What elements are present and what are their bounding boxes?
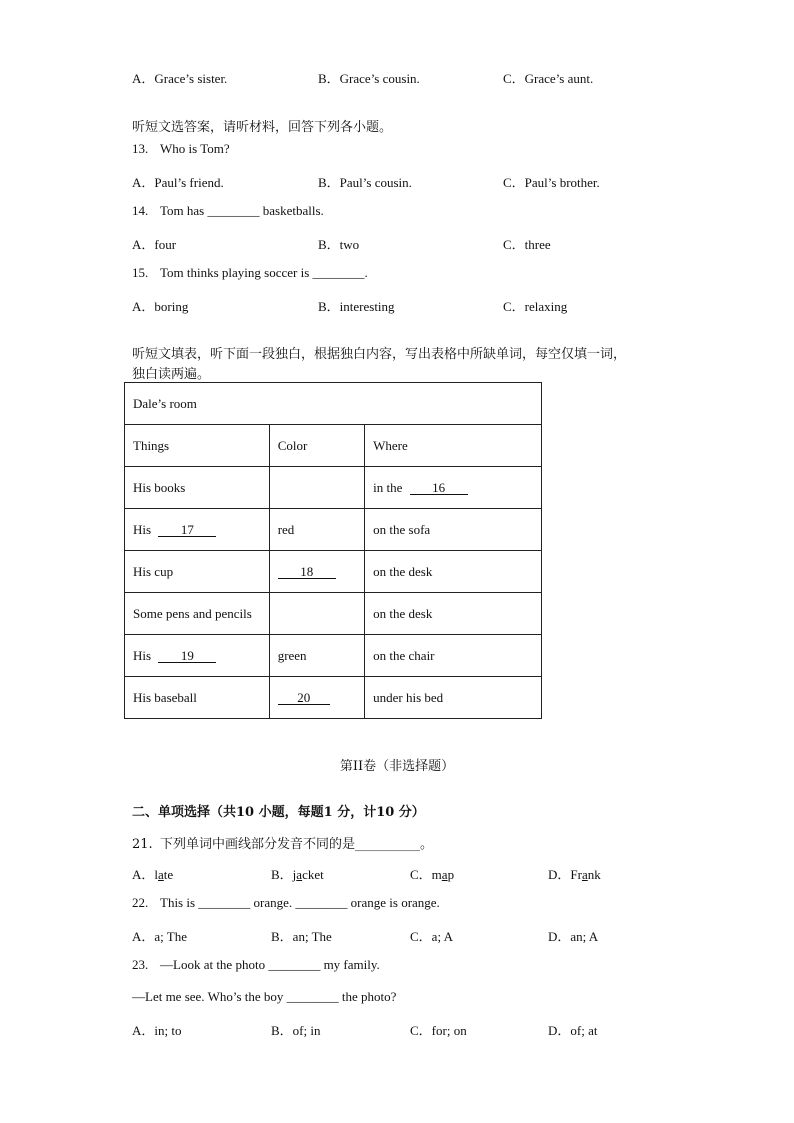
table-row <box>125 635 542 677</box>
question-21 <box>132 833 433 852</box>
q23-option-a: A．in; to <box>132 1023 182 1038</box>
q14-blank: ________ <box>207 203 260 218</box>
cell-color: red <box>269 509 364 551</box>
word-part: l <box>154 867 159 882</box>
cell-things: His baseball <box>125 677 270 719</box>
q15-option-a: A．boring <box>132 299 189 314</box>
cell-color <box>269 551 364 593</box>
cell-where <box>365 467 542 509</box>
q21-option-b <box>271 864 324 883</box>
q22-option-a: A．a; The <box>132 929 187 944</box>
question-22 <box>132 895 440 911</box>
table-row <box>125 677 542 719</box>
underlined-letter: a <box>158 867 164 882</box>
word-part: p <box>447 867 455 882</box>
q23-option-d: D．of; at <box>548 1023 598 1038</box>
listen-choose-instruction: 听短文选答案，请听材料，回答下列各小题。 <box>132 120 393 135</box>
q21-option-a <box>132 864 173 883</box>
table-row <box>125 593 542 635</box>
header-things: Things <box>125 425 270 467</box>
option-label: C． <box>410 867 432 882</box>
cell-color <box>269 467 364 509</box>
cell-where: under his bed <box>365 677 542 719</box>
q12-option-c: C．Grace’s aunt. <box>503 71 594 86</box>
section-two-heading: 二、单项选择（共10 小题，每题1 分，计10 分） <box>132 805 425 820</box>
cell-things <box>125 635 270 677</box>
q12-option-a: A．Grace’s sister. <box>132 71 228 86</box>
q14-text-before: Tom has <box>160 203 205 218</box>
q22-option-c: C．a; A <box>410 929 453 944</box>
word-part: j <box>292 867 297 882</box>
word-part: te <box>163 867 174 882</box>
cell-things: His cup <box>125 551 270 593</box>
q12-option-b: B．Grace’s cousin. <box>318 71 420 86</box>
q15-text-before: Tom thinks playing soccer is <box>160 265 310 280</box>
dales-room-table <box>124 382 542 719</box>
things-prefix: His <box>133 647 152 663</box>
q14-option-c: C．three <box>503 237 551 252</box>
volume-title: 第II卷（非选择题） <box>339 759 455 774</box>
q15-blank: ________ <box>312 265 365 280</box>
option-label: D． <box>548 867 571 882</box>
q22-option-b: B．an; The <box>271 929 332 944</box>
cell-where: on the sofa <box>365 509 542 551</box>
word-part: m <box>431 867 442 882</box>
q22-option-d: D．an; A <box>548 929 599 944</box>
table-row <box>125 509 542 551</box>
where-prefix: in the <box>373 479 403 495</box>
cell-where: on the chair <box>365 635 542 677</box>
table-header-row <box>125 425 542 467</box>
cell-things: His books <box>125 467 270 509</box>
q15-option-c: C．relaxing <box>503 299 568 314</box>
cell-color <box>269 677 364 719</box>
underlined-letter: a <box>581 867 588 882</box>
cell-color: green <box>269 635 364 677</box>
q23-line2: —Let me see. Who’s the boy ________ the photo? <box>132 989 397 1004</box>
cell-color <box>269 593 364 635</box>
blank-17[interactable]: 17 <box>158 523 216 537</box>
header-color: Color <box>269 425 364 467</box>
header-where: Where <box>365 425 542 467</box>
q23-line1: —Look at the photo ________ my family. <box>160 957 380 972</box>
q21-option-d <box>548 864 601 883</box>
q23-number: 23. <box>132 957 149 972</box>
option-label: A． <box>132 867 155 882</box>
option-label: B． <box>271 867 293 882</box>
q14-text-after: basketballs. <box>262 203 324 218</box>
blank-16[interactable]: 16 <box>410 481 468 495</box>
q22-text: This is ________ orange. ________ orange is orange. <box>160 895 440 910</box>
blank-18[interactable]: 18 <box>278 565 336 579</box>
blank-19[interactable]: 19 <box>158 649 216 663</box>
question-13 <box>132 141 230 157</box>
q15-text-after: . <box>364 265 368 280</box>
q15-option-b: B．interesting <box>318 299 395 314</box>
q14-option-a: A．four <box>132 237 177 252</box>
q21-number: 21. <box>132 837 153 852</box>
table-title-row <box>125 383 542 425</box>
question-23 <box>132 957 380 973</box>
q15-number: 15. <box>132 265 149 280</box>
word-part: Fr <box>570 867 582 882</box>
blank-20[interactable]: 20 <box>278 691 330 705</box>
q13-option-c: C．Paul’s brother. <box>503 175 600 190</box>
underlined-letter: a <box>441 867 448 882</box>
word-part: cket <box>302 867 324 882</box>
question-14 <box>132 203 324 219</box>
table-row <box>125 551 542 593</box>
fill-table-instruction-line1: 听短文填表，听下面一段独白，根据独白内容，写出表格中所缺单词，每空仅填一词， <box>132 347 627 362</box>
table-title: Dale’s room <box>125 383 542 425</box>
q13-option-b: B．Paul’s cousin. <box>318 175 412 190</box>
q13-option-a: A．Paul’s friend. <box>132 175 224 190</box>
fill-table-instruction-line2: 独白读两遍。 <box>132 367 211 382</box>
question-15 <box>132 265 368 281</box>
things-prefix: His <box>133 521 152 537</box>
q21-text: 下列单词中画线部分发音不同的是__________。 <box>160 837 434 852</box>
q23-option-c: C．for; on <box>410 1023 467 1038</box>
word-part: nk <box>587 867 601 882</box>
q22-number: 22. <box>132 895 149 910</box>
q13-number: 13. <box>132 141 149 156</box>
q13-text: Who is Tom? <box>160 141 230 156</box>
q21-option-c <box>410 864 454 883</box>
q14-option-b: B．two <box>318 237 360 252</box>
cell-things: Some pens and pencils <box>125 593 270 635</box>
q23-option-b: B．of; in <box>271 1023 321 1038</box>
underlined-letter: a <box>296 867 303 882</box>
table-row <box>125 467 542 509</box>
q14-number: 14. <box>132 203 149 218</box>
cell-where: on the desk <box>365 551 542 593</box>
cell-things <box>125 509 270 551</box>
cell-where: on the desk <box>365 593 542 635</box>
